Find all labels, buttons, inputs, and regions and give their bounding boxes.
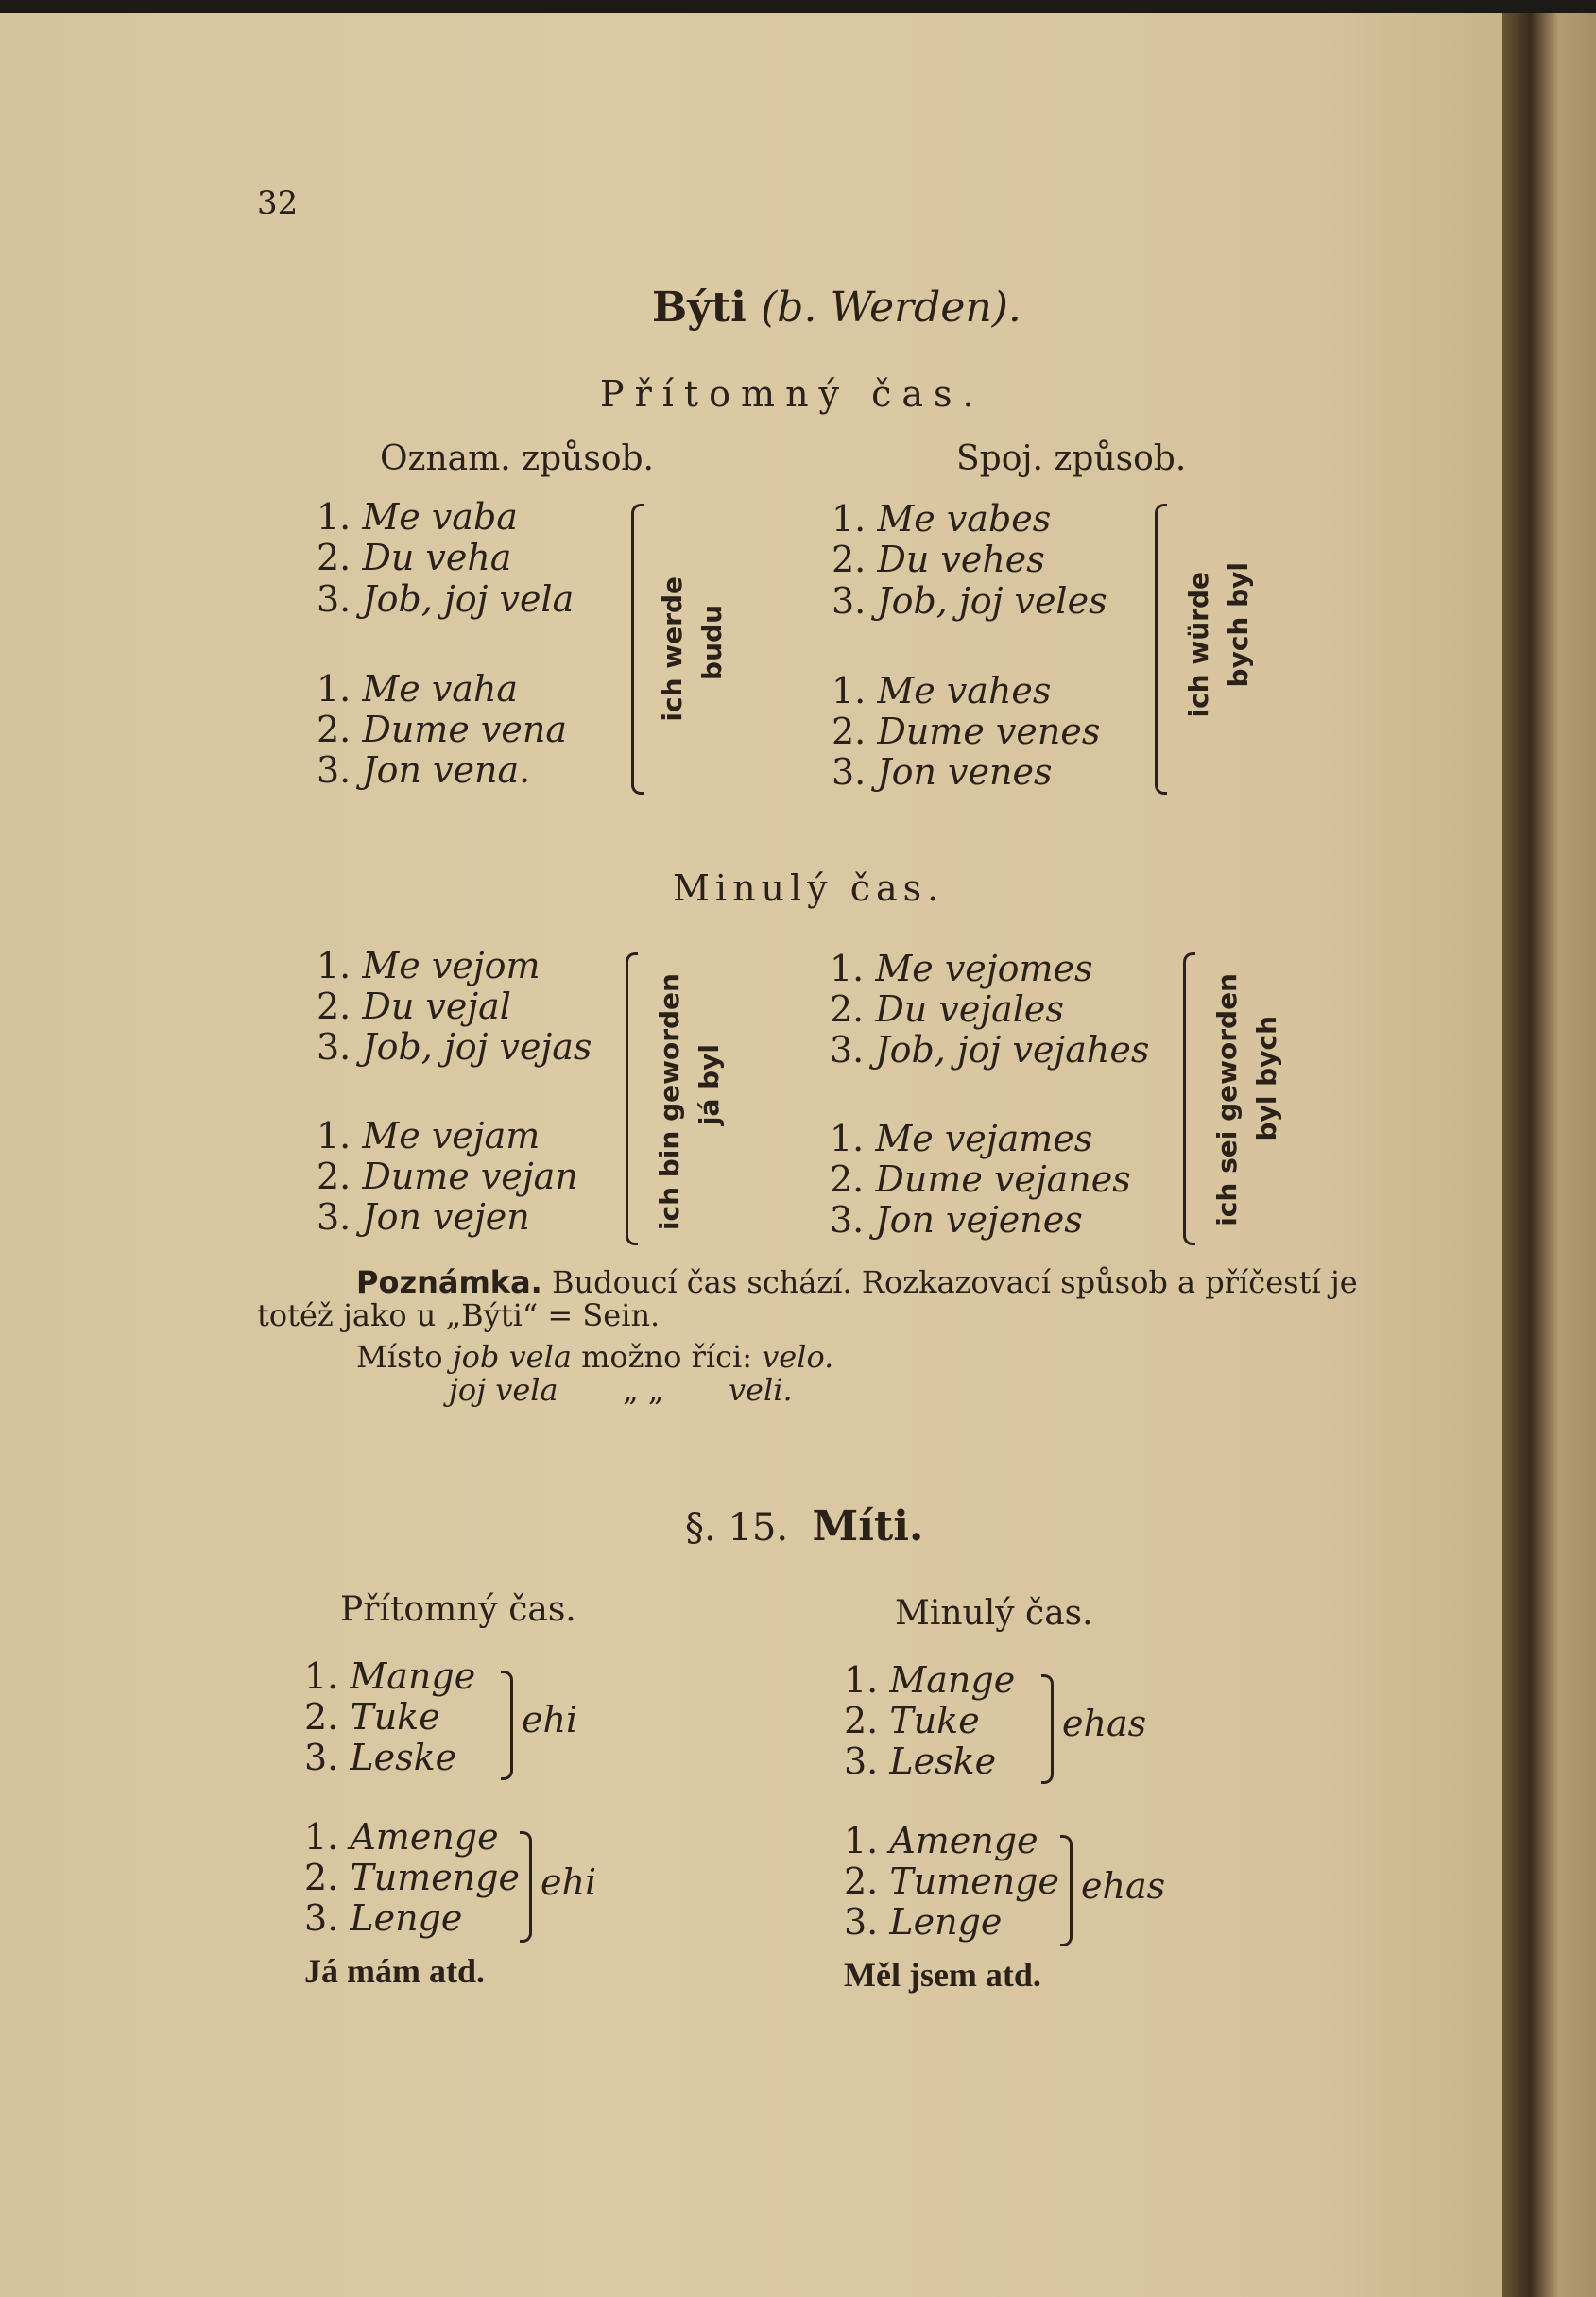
conjugation-row [304, 1655, 475, 1697]
present-tense-heading: Přítomný čas. [600, 373, 985, 415]
person-number: 3. [832, 751, 867, 793]
person-number: 2. [830, 1158, 865, 1200]
conjugation-row [304, 1857, 520, 1898]
conjugation-row [844, 1820, 1038, 1861]
conjugation-row [304, 1816, 499, 1858]
verb-form: Du veha [362, 537, 512, 578]
verb-form: Dume vejanes [875, 1158, 1131, 1200]
verb-form: Me vabes [877, 498, 1052, 540]
verb-form: Tumenge [350, 1857, 520, 1898]
person-number: 1. [844, 1820, 879, 1861]
gloss-ja-byl: já byl [694, 1044, 725, 1126]
verb-form: Tuke [889, 1700, 980, 1741]
gloss-ich-sei-geworden: ich sei geworden [1211, 973, 1243, 1226]
conjugation-row [830, 1029, 1149, 1071]
verb-form: Job, joj vela [362, 578, 575, 620]
conjugation-row [304, 1737, 456, 1778]
verb-form: Lenge [889, 1901, 1003, 1943]
conjugation-row [832, 711, 1100, 752]
indicative-label: Oznam. způsob. [380, 439, 654, 478]
verb-form: Me vaba [362, 496, 518, 538]
verb-form: Me vejames [875, 1118, 1093, 1159]
verb-form: Leske [889, 1740, 997, 1782]
conjugation-row [832, 670, 1051, 711]
person-number: 1. [317, 945, 352, 986]
verb-form: Du vejal [362, 986, 511, 1027]
verb-form: Mange [889, 1659, 1016, 1701]
person-number: 1. [832, 670, 867, 711]
verb-form: Tuke [350, 1696, 440, 1738]
brace-past-plural [1060, 1835, 1073, 1946]
conjugation-row [317, 1026, 592, 1068]
verb-form: Jon vejen [362, 1196, 530, 1238]
note-line-2: totéž jako u „Býti“ = Sein. [257, 1297, 661, 1333]
suffix-ehi-plural: ehi [541, 1861, 597, 1903]
conjugation-row [317, 496, 518, 538]
conjugation-row [844, 1860, 1059, 1902]
person-number: 1. [832, 498, 867, 540]
suffix-ehas-singular: ehas [1062, 1703, 1147, 1744]
verb-form: Job, joj veles [877, 580, 1107, 622]
page-binding-edge [1502, 13, 1596, 2297]
bracket-past-indicative [626, 952, 638, 1245]
conjugation-row [832, 498, 1051, 540]
brace-past-singular [1041, 1674, 1054, 1784]
conjugation-row [317, 709, 567, 750]
conjugation-row [317, 668, 518, 710]
person-number: 3. [844, 1901, 879, 1943]
person-number: 2. [830, 988, 865, 1030]
verb-form: Jon venes [877, 751, 1053, 793]
verb-form: Amenge [889, 1820, 1038, 1861]
person-number: 2. [844, 1860, 879, 1902]
gloss-ich-werde: ich werde [657, 576, 688, 722]
person-number: 2. [317, 986, 352, 1027]
person-number: 1. [830, 948, 865, 989]
person-number: 3. [317, 578, 352, 620]
conjugation-row [317, 945, 541, 986]
conjugation-row [304, 1696, 440, 1738]
note-line-1: Poznámka. Budoucí čas schází. Rozkazovací spůsob a příčestí je [356, 1264, 1358, 1300]
person-number: 1. [317, 496, 352, 538]
conjugation-row [317, 1156, 578, 1197]
gloss-budu: budu [696, 605, 728, 680]
person-number: 3. [304, 1897, 339, 1939]
person-number: 2. [844, 1700, 879, 1741]
page-title: Býti (b. Werden). [652, 283, 1021, 332]
note-line-4: joj vela „ „ veli. [449, 1372, 793, 1408]
person-number: 1. [304, 1816, 339, 1858]
note-line-3: Místo job vela možno říci: velo. [356, 1339, 834, 1375]
conjugation-row [830, 1158, 1131, 1200]
person-number: 2. [832, 711, 867, 752]
miti-past-summary: Měl jsem atd. [844, 1956, 1041, 1994]
brace-present-plural [520, 1831, 532, 1943]
person-number: 3. [317, 749, 352, 791]
verb-form: Me vejam [362, 1115, 541, 1157]
conjugation-row [317, 1196, 530, 1238]
brace-present-singular [501, 1671, 513, 1780]
person-number: 3. [317, 1026, 352, 1068]
gloss-ich-wurde: ich würde [1183, 572, 1214, 718]
person-number: 2. [317, 1156, 352, 1197]
verb-form: Dume vejan [362, 1156, 578, 1197]
gloss-bych-byl: bych byl [1223, 562, 1254, 688]
person-number: 3. [830, 1029, 865, 1071]
bracket-present-indicative [631, 504, 644, 795]
person-number: 3. [304, 1737, 339, 1778]
past-tense-heading: Minulý čas. [673, 867, 945, 909]
suffix-ehi-singular: ehi [522, 1699, 578, 1740]
conjugation-row [830, 948, 1092, 989]
conjugation-row [830, 1118, 1092, 1159]
verb-form: Du vehes [877, 539, 1045, 580]
verb-form: Amenge [350, 1816, 499, 1858]
conjugation-row [317, 986, 511, 1027]
verb-form: Jon vena. [362, 749, 531, 791]
person-number: 3. [317, 1196, 352, 1238]
suffix-ehas-plural: ehas [1081, 1865, 1166, 1907]
conjugation-row [844, 1659, 1015, 1701]
bracket-present-subjunctive [1155, 504, 1167, 795]
verb-form: Tumenge [889, 1860, 1059, 1902]
conjugation-row [317, 1115, 540, 1157]
bracket-past-subjunctive [1183, 952, 1195, 1245]
person-number: 2. [304, 1857, 339, 1898]
person-number: 3. [844, 1740, 879, 1782]
subjunctive-label: Spoj. způsob. [956, 439, 1187, 478]
verb-form: Dume venes [877, 711, 1101, 752]
conjugation-row [317, 537, 511, 578]
conjugation-row [830, 988, 1064, 1030]
person-number: 1. [304, 1655, 339, 1697]
miti-present-summary: Já mám atd. [304, 1952, 485, 1990]
section-heading: §. 15. Míti. [685, 1502, 924, 1551]
verb-form: Lenge [350, 1897, 463, 1939]
conjugation-row [830, 1199, 1083, 1241]
book-page [0, 13, 1523, 2297]
verb-form: Me vahes [877, 670, 1052, 711]
verb-form: Mange [350, 1655, 476, 1697]
verb-form: Du vejales [875, 988, 1064, 1030]
person-number: 3. [832, 580, 867, 622]
conjugation-row [844, 1700, 980, 1741]
miti-past-label: Minulý čas. [895, 1594, 1093, 1633]
person-number: 2. [832, 539, 867, 580]
conjugation-row [832, 751, 1052, 793]
person-number: 1. [830, 1118, 865, 1159]
conjugation-row [304, 1897, 462, 1939]
miti-present-label: Přítomný čas. [340, 1590, 576, 1629]
verb-form: Job, joj vejahes [875, 1029, 1150, 1071]
person-number: 1. [317, 668, 352, 710]
page-number: 32 [257, 184, 299, 222]
verb-form: Me vaha [362, 668, 519, 710]
gloss-ich-bin-geworden: ich bin geworden [654, 973, 685, 1231]
conjugation-row [317, 578, 574, 620]
conjugation-row [844, 1740, 996, 1782]
verb-form: Dume vena [362, 709, 567, 750]
person-number: 2. [304, 1696, 339, 1738]
person-number: 3. [830, 1199, 865, 1241]
conjugation-row [317, 749, 530, 791]
verb-form: Jon vejenes [875, 1199, 1083, 1241]
verb-form: Me vejom [362, 945, 541, 986]
verb-form: Leske [350, 1737, 457, 1778]
person-number: 2. [317, 537, 352, 578]
person-number: 1. [317, 1115, 352, 1157]
person-number: 1. [844, 1659, 879, 1701]
conjugation-row [832, 580, 1107, 622]
conjugation-row [844, 1901, 1002, 1943]
verb-form: Job, joj vejas [362, 1026, 592, 1068]
gloss-byl-bych: byl bych [1251, 1016, 1282, 1141]
conjugation-row [832, 539, 1045, 580]
verb-form: Me vejomes [875, 948, 1093, 989]
person-number: 2. [317, 709, 352, 750]
